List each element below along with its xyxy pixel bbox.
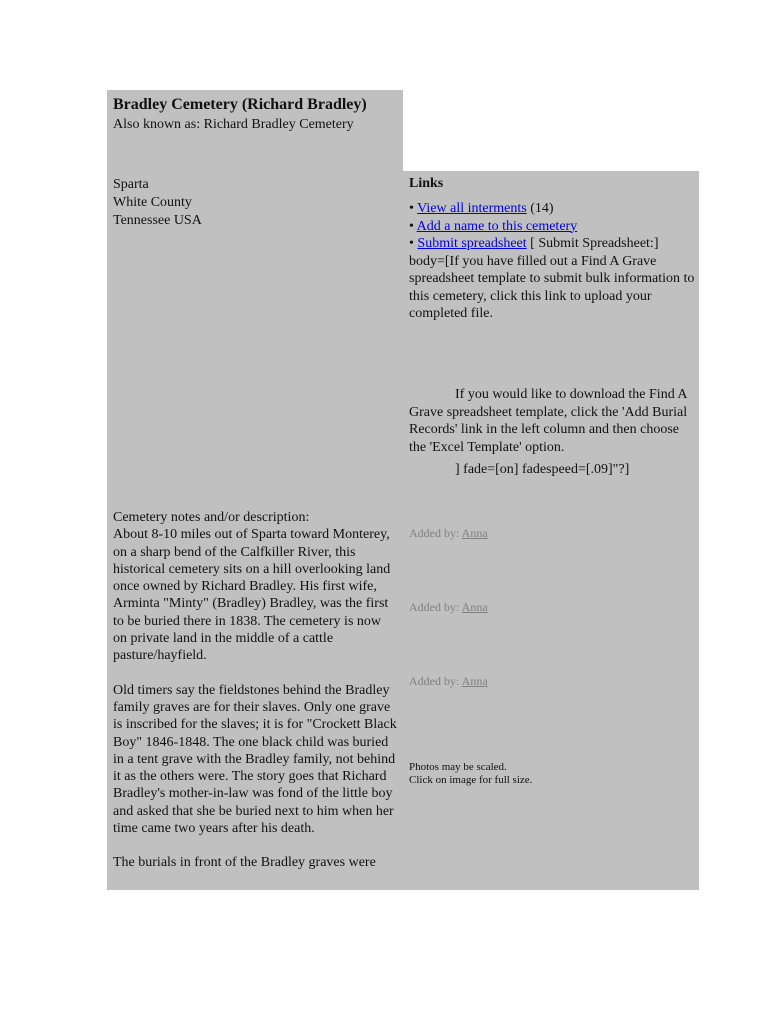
notes-paragraph-2: Old timers say the fieldstones behind the Bradley family graves are for their slaves. Only one grave is inscribed for the slaves; it is for "Crockett Black Boy" 1846-1848. The one black child was buried in a tent grave with the Bradley family, not behind it as the others were. The story goes that Richard Bradley's mother-in-law was fond of the little boy and asked that she be buried next to him when her time came two years after his death. (113, 682, 397, 837)
cemetery-location (113, 176, 202, 230)
added-by-user-link[interactable]: Anna (461, 674, 488, 688)
added-by-3 (409, 674, 488, 689)
link-item-add-name (409, 218, 695, 236)
interments-count: (14) (526, 201, 554, 216)
added-by-1 (409, 526, 488, 541)
location-county: White County (113, 195, 192, 210)
submit-spreadsheet-link[interactable]: Submit spreadsheet (417, 236, 527, 251)
notes-paragraph-1: About 8-10 miles out of Sparta toward Monterey, on a sharp bend of the Calfkiller River, this historical cemetery sits on a hill overlooking land once owned by Richard Bradley. His first wife, Arminta "Minty" (Bradley) Bradley, was the first to be buried there in 1838. The cemetery is now on private land in the middle of a cattle pasture/hayfield. (113, 527, 391, 664)
also-known-as: Also known as: Richard Bradley Cemetery (113, 117, 354, 132)
add-name-link[interactable]: Add a name to this cemetery (416, 218, 578, 234)
submit-spreadsheet-tooltip-text: [ Submit Spreadsheet:] body=[If you have filled out a Find A Grave spreadsheet template to submit bulk information to this cemetery, click this link to upload your completed file. (409, 236, 695, 321)
photos-fullsize-text: Click on image for full size. (409, 774, 533, 786)
added-by-2 (409, 600, 488, 615)
cemetery-notes (113, 509, 397, 889)
photos-scaled-text: Photos may be scaled. (409, 761, 507, 773)
bullet: • (409, 218, 417, 234)
bullet: • (409, 236, 418, 251)
added-by-prefix: Added by: (409, 526, 462, 540)
view-interments-link[interactable]: View all interments (417, 201, 527, 216)
link-item-view-interments (409, 200, 695, 218)
links-list (409, 200, 695, 323)
added-by-prefix: Added by: (409, 600, 462, 614)
links-heading: Links (409, 176, 444, 191)
added-by-user-link[interactable]: Anna (461, 526, 488, 540)
photos-note (409, 761, 532, 787)
added-by-prefix: Added by: (409, 674, 462, 688)
added-by-user-link[interactable]: Anna (461, 600, 488, 614)
fade-params-text: ] fade=[on] fadespeed=[.09]"?] (455, 462, 630, 477)
location-city: Sparta (113, 177, 149, 192)
cemetery-title: Bradley Cemetery (Richard Bradley) (113, 96, 367, 113)
notes-paragraph-3: The burials in front of the Bradley graves were (113, 855, 376, 871)
notes-heading: Cemetery notes and/or description: (113, 510, 310, 525)
bullet: • (409, 201, 418, 216)
download-template-text: If you would like to download the Find A Grave spreadsheet template, click the 'Add Burial Records' link in the left column and then choose the 'Excel Template' option. (409, 387, 688, 455)
link-item-submit-spreadsheet (409, 235, 695, 323)
location-state-country: Tennessee USA (113, 213, 202, 228)
